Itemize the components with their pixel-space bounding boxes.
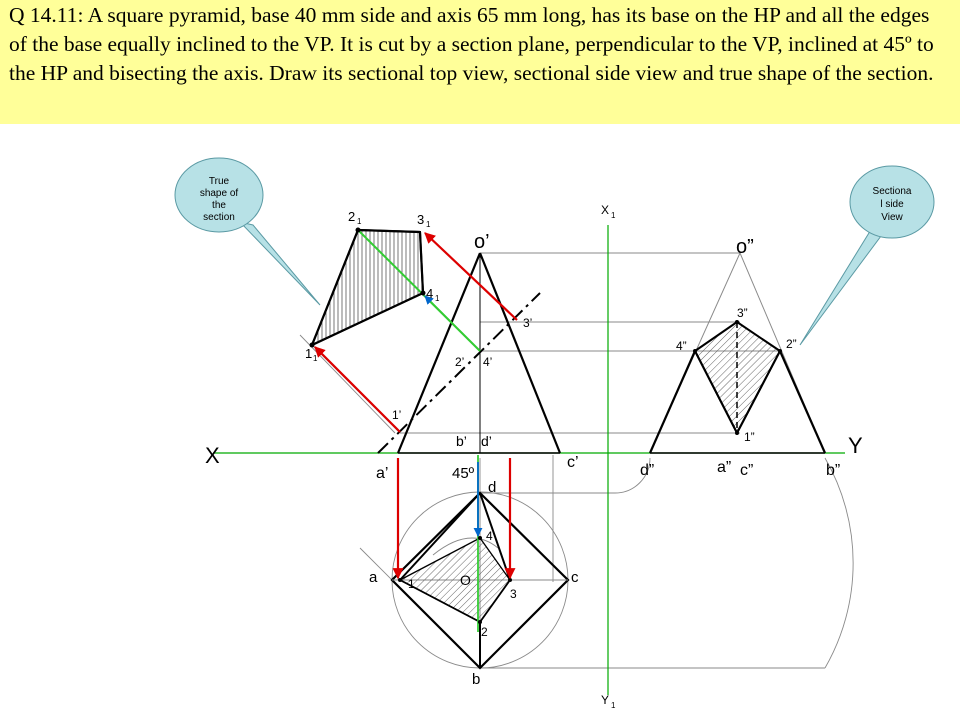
side-view (650, 253, 825, 453)
label-o-front: o’ (474, 231, 490, 253)
label-y1: Y (601, 693, 610, 707)
label-x: X (205, 443, 220, 468)
label-3-true-sub: 1 (426, 220, 431, 229)
true-shape-of-section (310, 228, 481, 352)
question-text: Q 14.11: A square pyramid, base 40 mm side and axis 65 mm long, has its base on the HP and all the edges of the base equally inclined to the VP. It is cut by a section plane, perpendicular to the VP, inclined at 45º to the HP and bisecting the axis. Draw its sectional top view, sectional side view and true shape of the section. (0, 0, 960, 124)
label-c-side: c” (740, 462, 754, 479)
label-a-top: a (369, 569, 378, 586)
label-c-front: c’ (567, 454, 579, 471)
label-d-top: d (488, 479, 497, 496)
label-c-top: c (571, 569, 579, 586)
label-1-true: 1 (305, 346, 313, 361)
label-o-top: O (460, 572, 471, 588)
label-2-side: 2” (786, 337, 797, 351)
label-3-top: 3 (510, 587, 517, 601)
label-4-side: 4” (676, 339, 687, 353)
label-1-true-sub: 1 (313, 354, 318, 363)
label-o-side: o” (736, 236, 754, 258)
callout-true-shape-line4: section (203, 212, 235, 223)
label-x1: X (601, 203, 610, 217)
callout-true-shape-line2: shape of (199, 188, 239, 199)
label-3-true: 3 (417, 212, 425, 227)
label-b-side: b” (826, 462, 841, 479)
callout-side-view-line3: View (881, 212, 903, 223)
label-x1-sub: 1 (611, 211, 616, 220)
label-3-front: 3’ (523, 316, 533, 330)
label-a-front: a’ (376, 465, 389, 482)
label-b-front: b’ (456, 433, 467, 449)
callout-side-view-line1: Sectiona (872, 186, 912, 197)
label-1-side: 1” (744, 430, 755, 444)
label-4-true: 4 (426, 286, 434, 301)
callout-side-view-line2: l side (880, 199, 904, 210)
label-a-side: a” (717, 459, 732, 476)
label-2-top: 2 (481, 625, 488, 639)
label-3-side: 3” (737, 306, 748, 320)
label-2-true-sub: 1 (357, 217, 362, 226)
side-view-callout (800, 166, 934, 345)
true-shape-callout (175, 158, 320, 305)
callout-true-shape-line3: the (212, 200, 226, 211)
label-d-front: d’ (481, 433, 492, 449)
label-angle: 45º (452, 465, 475, 482)
label-d-side: d” (640, 462, 655, 479)
label-4-true-sub: 1 (435, 294, 440, 303)
label-y1-sub: 1 (611, 701, 616, 710)
label-y: Y (848, 433, 863, 458)
label-b-top: b (472, 671, 481, 688)
label-1-front: 1’ (392, 408, 402, 422)
label-2-front: 2’ (455, 355, 465, 369)
label-2-true: 2 (348, 209, 356, 224)
label-1-top: 1 (408, 577, 415, 591)
label-4-front: 4’ (483, 355, 493, 369)
callout-true-shape-line1: True (208, 176, 230, 187)
label-4-top: 4 (486, 529, 493, 543)
